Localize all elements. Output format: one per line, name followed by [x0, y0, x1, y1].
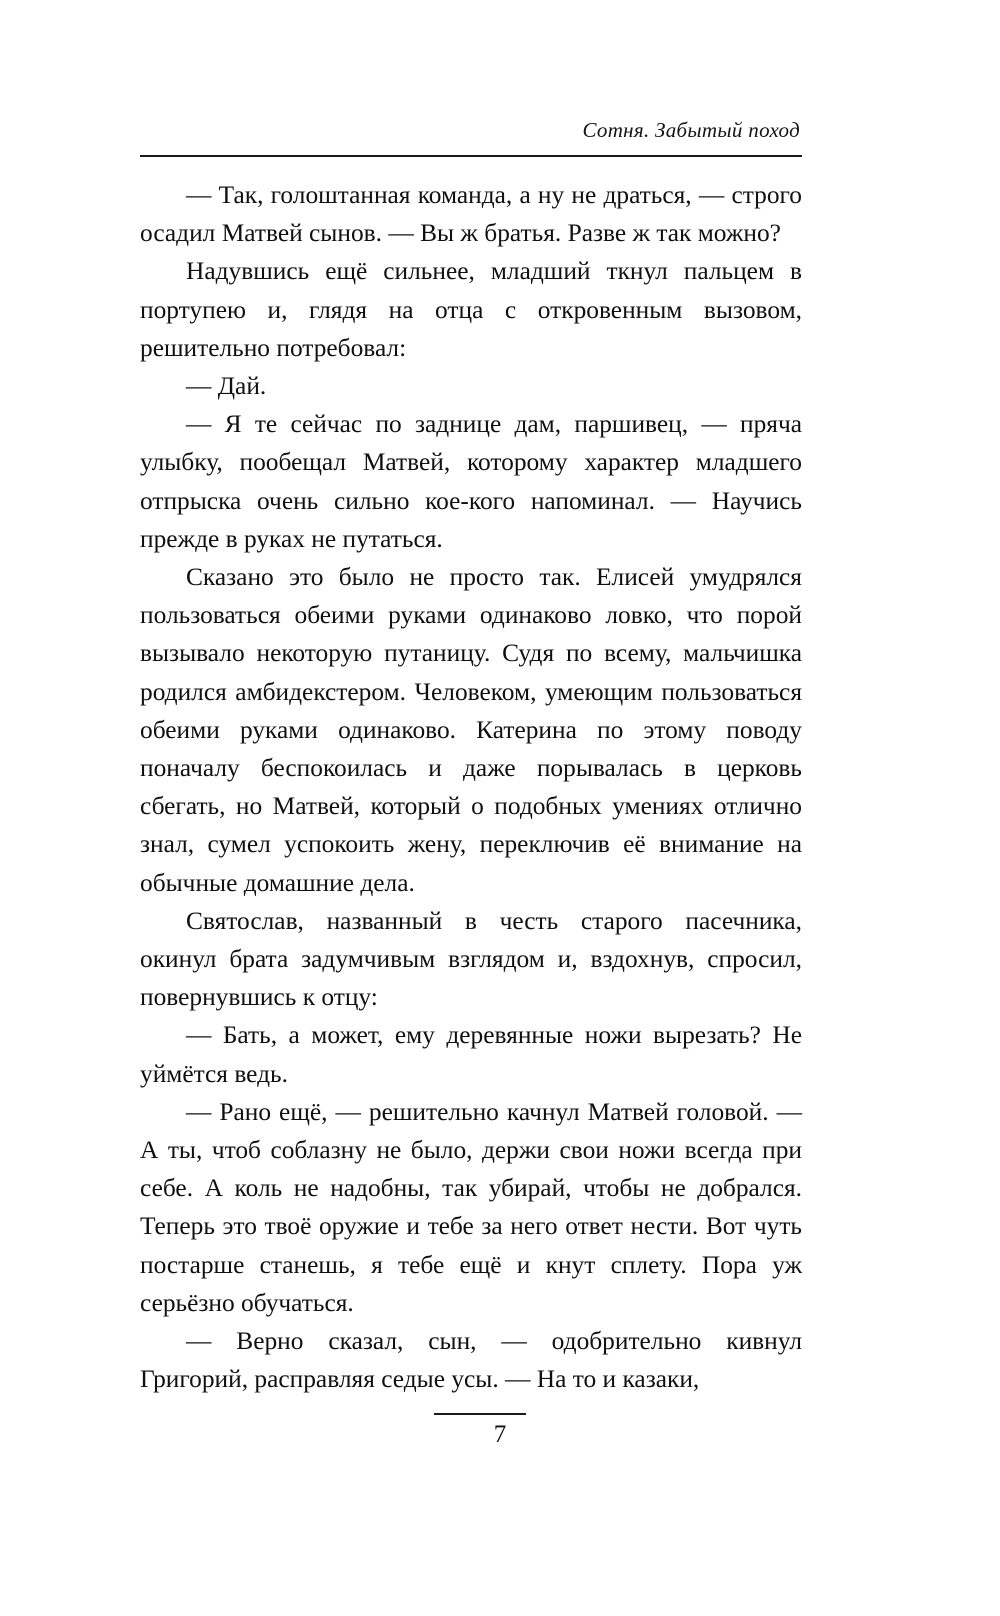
paragraph: — Так, голоштанная команда, а ну не драться, — строго осадил Матвей сынов. — Вы ж братья. Разве ж так можно? — [140, 181, 802, 248]
running-head: Сотня. Забытый поход — [582, 118, 800, 142]
paragraph: — Я те сейчас по заднице дам, паршивец, — пряча улыбку, пообещал Матвей, которому характер младшего отпрыска очень сильно кое-кого напоминал. — Научись прежде в руках не путаться. — [140, 410, 802, 553]
footer-divider — [434, 1413, 526, 1415]
paragraph: Святослав, названный в честь старого пасечника, окинул брата задумчивым взглядом и, вздохнув, спросил, повернувшись к отцу: — [140, 906, 802, 1012]
paragraph: — Рано ещё, — решительно качнул Матвей головой. — А ты, чтоб соблазну не было, держи свои ножи всегда при себе. А коль не надобны, так убирай, чтобы не добрался. Теперь это твоё оружие и тебе за него ответ нести. Вот чуть постарше станешь, я тебе ещё и кнут сплету. Пора уж серьёзно обучаться. — [140, 1097, 802, 1317]
paragraph: Сказано это было не просто так. Елисей умудрялся пользоваться обеими руками одинаково ловко, что порой вызывало некоторую путаницу. Судя по всему, мальчишка родился амбидекстером. Человеком, умеющим пользоваться обеими руками одинаково. Катерина по этому поводу поначалу беспокоилась и даже порывалась в церковь сбегать, но Матвей, который о подобных умениях отлично знал, сумел успокоить жену, переключив её внимание на обычные домашние дела. — [140, 563, 802, 897]
paragraph: — Верно сказал, сын, — одобрительно кивнул Григорий, расправляя седые усы. — На то и казаки, — [140, 1327, 802, 1394]
paragraph: Надувшись ещё сильнее, младший ткнул пальцем в портупею и, глядя на отца с откровенным вызовом, решительно потребовал: — [140, 257, 802, 362]
page-body — [140, 176, 802, 1399]
paragraph: — Бать, а может, ему деревянные ножи вырезать? Не уймётся ведь. — [140, 1021, 802, 1088]
paragraph: — Дай. — [186, 372, 267, 401]
header-divider — [140, 155, 802, 157]
page-number: 7 — [493, 1421, 507, 1448]
